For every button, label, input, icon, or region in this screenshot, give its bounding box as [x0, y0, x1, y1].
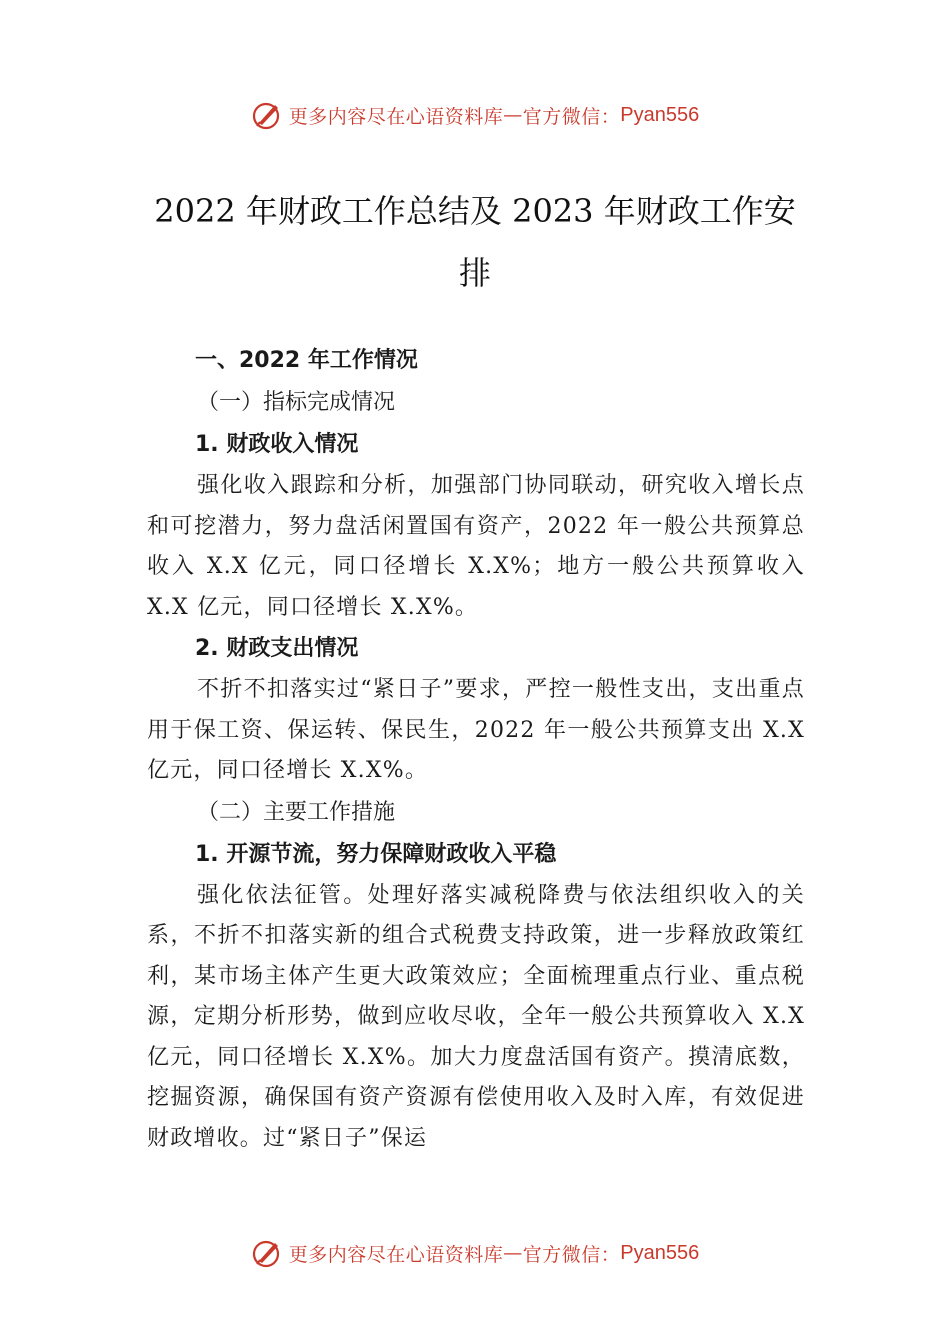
- paragraph-measure-1: 强化依法征管。处理好落实减税降费与依法组织收入的关系，不折不扣落实新的组合式税费支持政策，进一步释放政策红利，某市场主体产生更大政策效应；全面梳理重点行业、重点税源，定期分析形势，做到应收尽收，全年一般公共预算收入 X.X 亿元，同口径增长 X.X%。加大力度盘活国有资产。摸清底数，挖掘资源，确保国有资产资源有偿使用收入及时入库，有效促进财政增收。过“紧日子”保运: [147, 882, 805, 1151]
- footer-watermark: [0, 1233, 950, 1273]
- watermark-label: 官方微信：: [522, 105, 621, 128]
- watermark-separator: —: [503, 104, 523, 126]
- section-heading-1: 一、2022 年工作情况: [195, 348, 418, 373]
- paragraph-expenditure: 不折不扣落实过“紧日子”要求，严控一般性支出，支出重点用于保工资、保运转、保民生，2022 年一般公共预算支出 X.X 亿元，同口径增长 X.X%。: [147, 677, 805, 783]
- document-body: [147, 340, 805, 1159]
- quill-logo-icon: [251, 1237, 283, 1269]
- watermark-site-text: 更多内容尽在心语资料库: [288, 105, 504, 128]
- document-title: 2022 年财政工作总结及 2023 年财政工作安排: [154, 192, 796, 292]
- subsection-heading-measures: （二）主要工作措施: [197, 799, 396, 825]
- watermark-account: Pyan556: [620, 103, 700, 126]
- subsection-heading-indicators: （一）指标完成情况: [197, 390, 396, 415]
- watermark-label: 官方微信：: [522, 1243, 621, 1266]
- watermark-separator: —: [503, 1242, 523, 1264]
- watermark-account: Pyan556: [620, 1241, 700, 1264]
- quill-logo-icon: [251, 99, 283, 131]
- measure-heading-1: 1. 开源节流，努力保障财政收入平稳: [195, 841, 557, 867]
- item-heading-expenditure: 2. 财政支出情况: [195, 636, 359, 661]
- paragraph-revenue: 强化收入跟踪和分析，加强部门协同联动，研究收入增长点和可挖潜力，努力盘活闲置国有资产，2022 年一般公共预算总收入 X.X 亿元，同口径增长 X.X%；地方一般公共预算收入 X.X 亿元，同口径增长 X.X%。: [147, 473, 805, 620]
- watermark-site-text: 更多内容尽在心语资料库: [288, 1243, 504, 1266]
- header-watermark: [0, 95, 950, 135]
- item-heading-revenue: 1. 财政收入情况: [195, 432, 359, 457]
